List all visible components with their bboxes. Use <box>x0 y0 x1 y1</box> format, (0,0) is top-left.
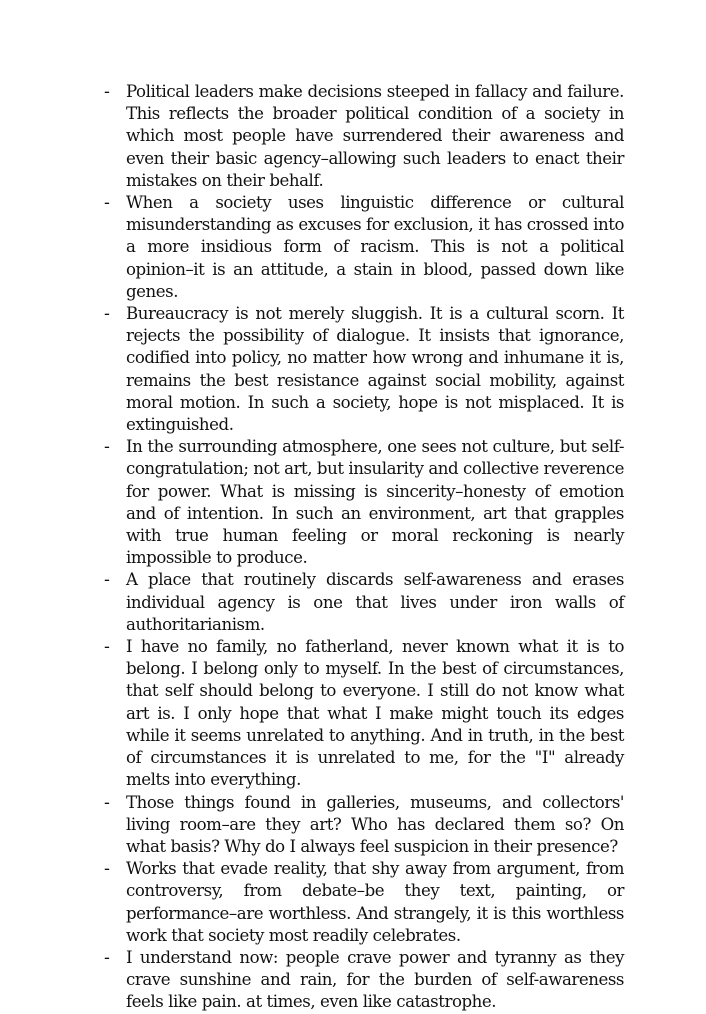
bullet-list <box>104 81 624 1014</box>
bullet-dash: - <box>104 637 110 658</box>
list-item-text: I understand now: people crave power and tyranny as they crave sunshine and rain, for the burden of self-awareness feels like pain. at times, even like catastrophe. <box>126 947 624 1012</box>
list-item <box>104 569 624 636</box>
list-item <box>104 636 624 791</box>
list-item-text: Bureaucracy is not merely sluggish. It is a cultural scorn. It rejects the possibility of dialogue. It insists that ignorance, codified into policy, no matter how wrong and inhumane it is, remains the best resistance against social mobility, against moral motion. In such a society, hope is not misplaced. It is extinguished. <box>126 304 624 435</box>
list-item-text: Those things found in galleries, museums, and collectors' living room–are they art? Who has declared them so? On what basis? Why do I always feel suspicion in their presence? <box>126 792 624 856</box>
bullet-dash: - <box>104 437 110 458</box>
bullet-dash: - <box>104 947 110 968</box>
bullet-dash: - <box>104 304 110 325</box>
list-item <box>104 947 624 1014</box>
list-item <box>104 436 624 569</box>
list-item <box>104 858 624 947</box>
list-item-text: A place that routinely discards self-awareness and erases individual agency is one that lives under iron walls of authoritarianism. <box>126 570 624 634</box>
bullet-dash: - <box>104 859 110 880</box>
list-item-text: Political leaders make decisions steeped in fallacy and failure. This reflects the broader political condition of a society in which most people have surrendered their awareness and even their basic agency–allowing such leaders to enact their mistakes on their behalf. <box>126 82 624 190</box>
list-item-text: Works that evade reality, that shy away from argument, from controversy, from debate–be they text, painting, or performance–are worthless. And strangely, it is this worthless work that society most readily celebrates. <box>126 859 624 945</box>
bullet-dash: - <box>104 82 110 102</box>
list-item-text: In the surrounding atmosphere, one sees not culture, but self-congratulation; not art, but insularity and collective reverence for power. What is missing is sincerity–honesty of emotion and of intention. In such an environment, art that grapples with true human feeling or moral reckoning is nearly impossible to produce. <box>126 437 624 568</box>
bullet-dash: - <box>104 792 110 813</box>
list-item <box>104 303 624 436</box>
list-item <box>104 192 624 303</box>
list-item <box>104 81 624 192</box>
list-item-text: When a society uses linguistic difference or cultural misunderstanding as excuses for exclusion, it has crossed into a more insidious form of racism. This is not a political opinion–it is an attitude, a stain in blood, passed down like genes. <box>126 193 624 301</box>
list-item-text: I have no family, no fatherland, never known what it is to belong. I belong only to myself. In the best of circumstances, that self should belong to everyone. I still do not know what art is. I only hope that what I make might touch its edges while it seems unrelated to anything. And in truth, in the best of circumstances it is unrelated to me, for the "I" already melts into everything. <box>126 637 624 790</box>
bullet-dash: - <box>104 193 110 214</box>
bullet-dash: - <box>104 570 110 591</box>
list-item <box>104 792 624 859</box>
